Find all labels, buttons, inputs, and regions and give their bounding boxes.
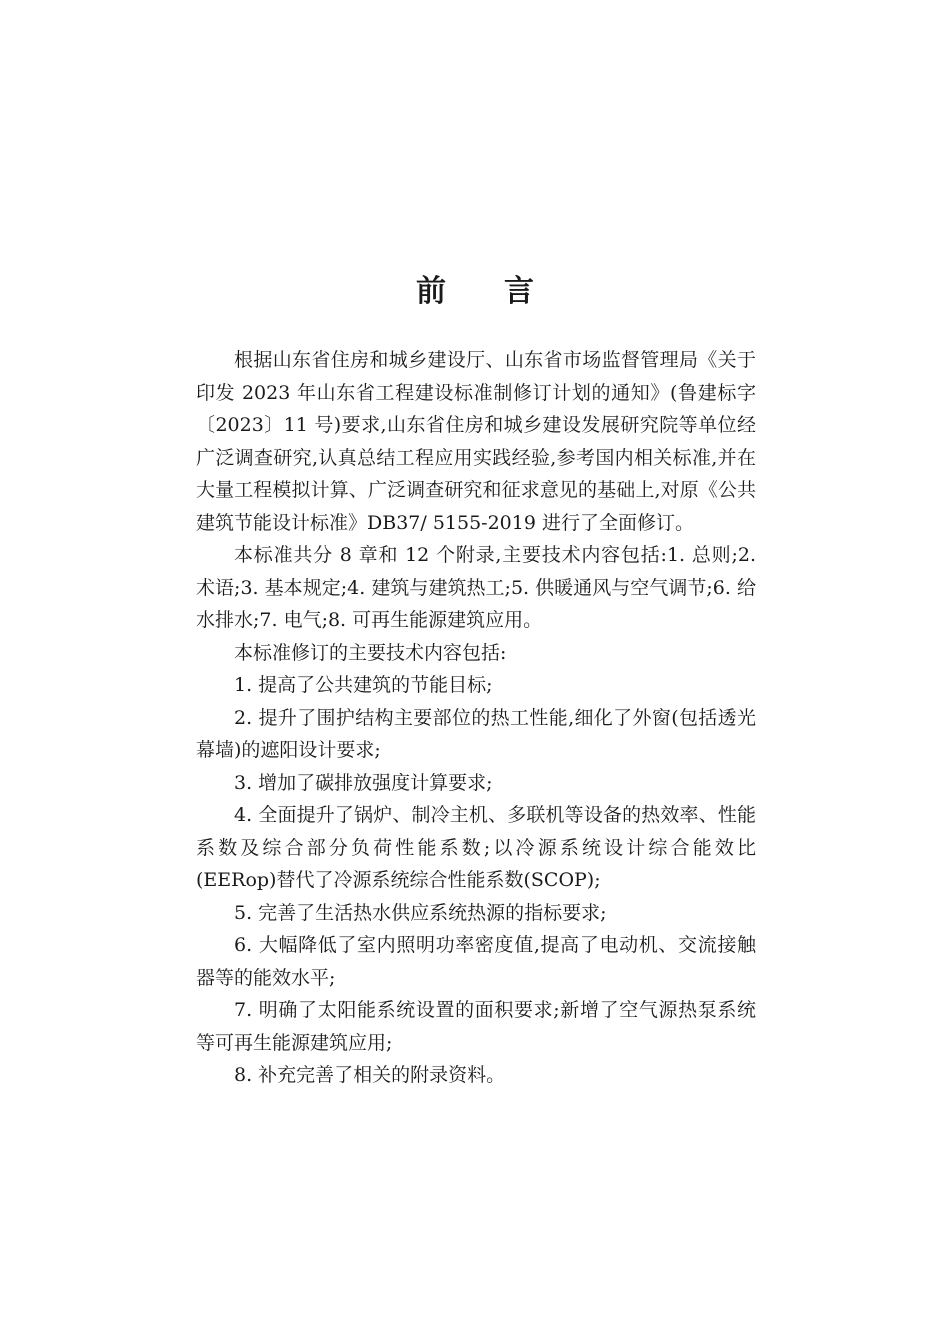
list-item: 4. 全面提升了锅炉、制冷主机、多联机等设备的热效率、性能系数及综合部分负荷性能系数;以冷源系统设计综合能效比(EERop)替代了冷源系统综合性能系数(SCOP);	[196, 804, 756, 891]
list-item: 1. 提高了公共建筑的节能目标;	[234, 674, 493, 696]
list-item: 5. 完善了生活热水供应系统热源的指标要求;	[234, 901, 607, 924]
paragraph-structure: 本标准共分 8 章和 12 个附录,主要技术内容包括:1. 总则;2. 术语;3. 基本规定;4. 建筑与建筑热工;5. 供暖通风与空气调节;6. 给水排水;7. 电气;8. 可再生能源建筑应用。	[196, 544, 756, 631]
paragraph-background: 根据山东省住房和城乡建设厅、山东省市场监督管理局《关于印发 2023 年山东省工程建设标准制修订计划的通知》(鲁建标字〔2023〕11 号)要求,山东省住房和城乡建设发展研究院等单位经广泛调查研究,认真总结工程应用实践经验,参考国内相关标准,并在大量工程模拟计算、广泛调查研究和征求意见的基础上,对原《公共建筑节能设计标准》DB37/ 5155-2019 进行了全面修订。	[196, 349, 756, 534]
list-item: 6. 大幅降低了室内照明功率密度值,提高了电动机、交流接触器等的能效水平;	[196, 934, 756, 989]
title-char-2: 言	[504, 274, 534, 309]
list-item: 2. 提升了围护结构主要部位的热工性能,细化了外窗(包括透光幕墙)的遮阳设计要求;	[196, 706, 756, 761]
title-char-1: 前	[416, 274, 446, 309]
list-item: 8. 补充完善了相关的附录资料。	[234, 1064, 506, 1086]
preface-body	[196, 344, 756, 1092]
list-item: 3. 增加了碳排放强度计算要求;	[234, 771, 493, 794]
page-title	[0, 272, 950, 312]
list-item: 7. 明确了太阳能系统设置的面积要求;新增了空气源热泵系统等可再生能源建筑应用;	[196, 999, 756, 1054]
paragraph-revision-intro: 本标准修订的主要技术内容包括:	[234, 641, 507, 664]
